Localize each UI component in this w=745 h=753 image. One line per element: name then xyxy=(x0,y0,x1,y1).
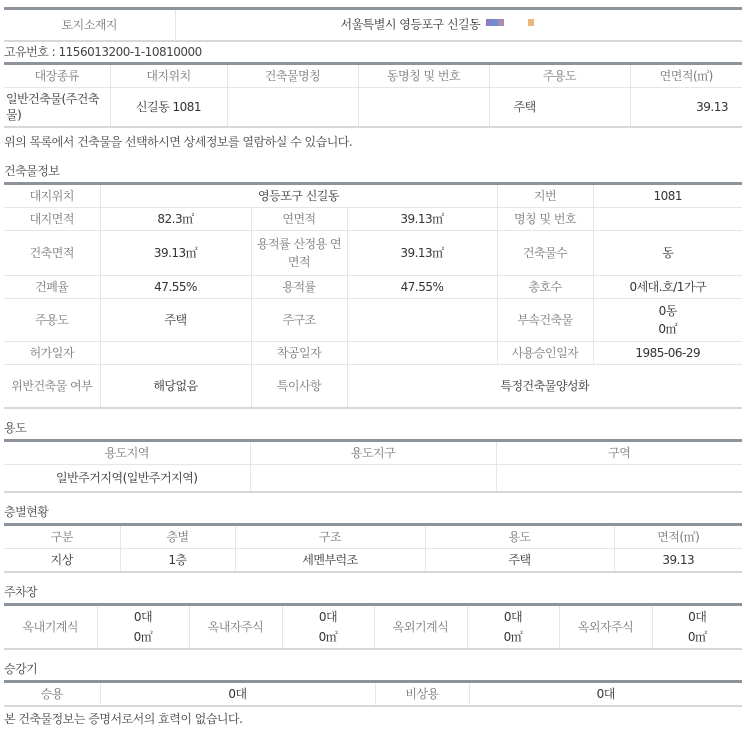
land-table xyxy=(4,7,742,42)
floors-title: 층별현황 xyxy=(4,505,49,519)
hint-text: 위의 목록에서 건축물을 선택하시면 상세정보를 열람하실 수 있습니다. xyxy=(4,135,353,149)
unique-number: 고유번호 : 1156013200-1-10810000 xyxy=(4,45,202,59)
use-table: 용도지역 용도지구 구역 일반주거지역(일반주거지역) xyxy=(4,439,742,493)
land-label: 토지소재지 xyxy=(4,9,175,42)
floor-row: 지상 1층 세멘부럭조 주택 39.13 xyxy=(4,549,742,573)
redacted-address xyxy=(484,10,584,40)
land-value: 서울특별시 영등포구 신길동 xyxy=(175,9,742,42)
elevator-table: 승용 0대 비상용 0대 xyxy=(4,680,742,707)
parking-table: 옥내기계식 0대 0㎡ 옥내자주식 0대 0㎡ 옥외기계식 0대 0㎡ 옥외자주식 0대 0㎡ xyxy=(4,603,742,650)
floors-table: 구분 층별 구조 용도 면적(㎡) 지상 1층 세멘부럭조 주택 39.13 xyxy=(4,523,742,573)
elevator-title: 승강기 xyxy=(4,662,38,676)
list-row[interactable]: 일반건축물(주건축물) 신길동 1081 주택 39.13 xyxy=(4,88,742,128)
list-header: 대장종류 대지위치 건축물명칭 동명칭 및 번호 주용도 연면적(㎡) xyxy=(4,64,742,88)
building-list-table xyxy=(4,62,742,128)
use-title: 용도 xyxy=(4,421,27,435)
parking-title: 주차장 xyxy=(4,585,38,599)
info-title: 건축물정보 xyxy=(4,164,60,178)
footer-note: 본 건축물정보는 증명서로서의 효력이 없습니다. xyxy=(4,712,243,726)
building-info-table: 대지위치 영등포구 신길동 지번 1081 대지면적 82.3㎡ 연면적 39.13㎡ 명칭 및 번호 건축면적 39.13㎡ 용적률 산정용 연면적 39.13㎡ 건축물수 동 건폐율 47.55% 용적률 47.55% 총호수 0세대.호/1가구 주용도 주택 주구조 부속건축물 0동 0㎡ 허가일자 착공일자 사용승인일자 1985-06-29 위반건축물 여부 해당없음 특이사항 특정건축물양성화 xyxy=(4,182,742,409)
